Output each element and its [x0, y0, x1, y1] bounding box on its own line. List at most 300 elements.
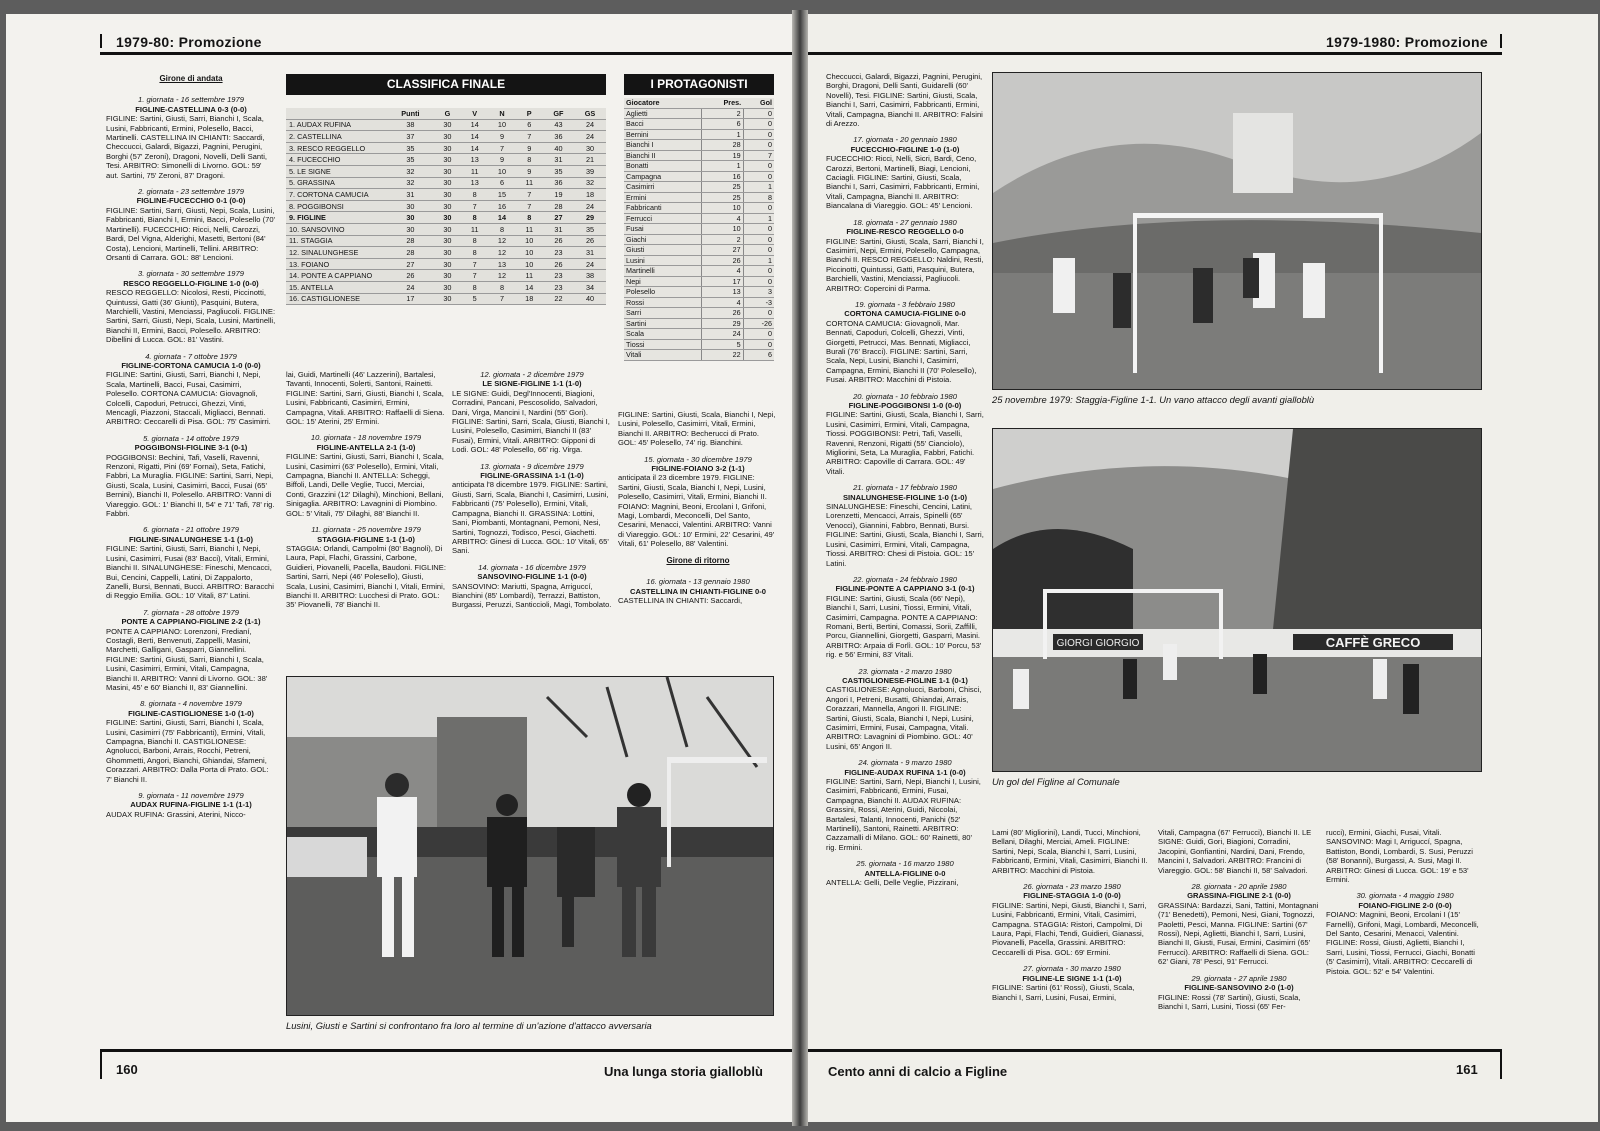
- left-header: 1979-80: Promozione: [116, 34, 262, 50]
- match-lineups: FIGLINE: Sartini, Giusti, Sarri, Bianchi I, Scala, Lusini, Casimirri (63' Polesello), Ermini, Vitali, Campagna, Bianchi II. ANTELLA: Scheggi, Biffoli, Landi, Delle Veglie, Tucci, Merciai, Conti, Grazzini (12' Dilaghi), Minchioni, Bellani, Sinigaglia. ARBITRO: Lavagnini di Piombino. GOL: 5' Vitali, 75' Dilaghi, 88' Bianchi II.: [286, 452, 444, 518]
- right-header: 1979-1980: Promozione: [1326, 34, 1488, 50]
- table-row: [624, 161, 774, 172]
- match-lineups: SANSOVINO: Mariutti, Spagna, Arriguccí, Bianchini (85' Lombardi), Terrazzi, Battiston, Burgassi, Peruzzi, Santiccioli, Magi, Tombolato.: [452, 581, 612, 610]
- table-cell: 31: [387, 189, 434, 201]
- table-row: [286, 177, 606, 189]
- match-lineups: LE SIGNE: Guidi, Degl'Innocenti, Biagioni, Corradini, Pancani, Pescosolido, Salvadori, Dani, Virga, Mancini I, Nardini (55' Gori). FIGLINE: Sartini, Sarri, Scala, Giusti, Bianchi I, Lusini, Polesello, Casimirri, Bianchi II (83' Fusai), Ermini, Vitali. ARBITRO: Gipponi di Lodi. GOL: 48' Polesello, 66' rig. Virga.: [452, 388, 610, 455]
- table-cell: 32: [387, 165, 434, 177]
- table-cell: 0: [743, 234, 774, 245]
- footer-rule-left: [100, 1049, 102, 1079]
- match-lineups: FUCECCHIO: Ricci, Nelli, Sicri, Bardi, Ceno, Carozzi, Bertoni, Martinelli, Biagi, Lencioni, Caciagli. FIGLINE: Sartini, Giusti, Scala, Bianchi I, Sarri, Casimirri, Fabbricanti, Ermini, Vitali, Campagna, Bianchi II. ARBITRO: Biancalana di Viareggio. GOL: 45' Lencioni.: [826, 154, 980, 211]
- header-line-right: [808, 52, 1502, 55]
- table-cell: 8: [461, 235, 488, 247]
- table-cell: 30: [434, 177, 461, 189]
- match-title: FIGLINE-FUCECCHIO 0-1 (0-0): [136, 196, 246, 206]
- table-cell: 28: [543, 200, 574, 212]
- table-cell: 8: [743, 192, 774, 203]
- match-report: [618, 577, 778, 605]
- table-cell: 8: [516, 212, 543, 224]
- table-cell: 30: [574, 142, 606, 154]
- table-cell: 7: [461, 258, 488, 270]
- table-cell: Bacci: [624, 119, 701, 130]
- table-cell: Campagna: [624, 171, 701, 182]
- match-title: FIGLINE-AUDAX RUFINA 1-1 (0-0): [844, 767, 966, 777]
- table-row: [286, 293, 606, 305]
- table-cell: 27: [701, 245, 743, 256]
- match-lineups: anticipata il 23 dicembre 1979. FIGLINE: Sartini, Giusti, Scala, Bianchi I, Nepi, Lusini, Polesello, Casimirri, Vitali, Ermini, Bianchi II. FOIANO: Magnini, Beoni, Ercolani I, Grifoni, Magi, Lombardi, Meconcelli, Del Santo, Cesarini, Menacci, Valentini. ARBITRO: Vanni di Viareggio. GOL: 10' Ermini, 22' Cesarini, 49' Vitali, 61' Polesello, 88' Valentini.: [618, 473, 775, 549]
- match-title: FIGLINE-GRASSINA 1-1 (1-0): [480, 471, 584, 481]
- table-cell: 29: [574, 212, 606, 224]
- table-cell: 1: [743, 255, 774, 266]
- column-2: [286, 370, 446, 670]
- table-cell: 27: [543, 212, 574, 224]
- match-lineups: CORTONA CAMUCIA: Giovagnoli, Mar. Bennati, Capoduri, Colcelli, Ghezzi, Vinti, Giorgetti, Petrucci, Mas. Bennati, Migliacci, Burali (76' Bracci). FIGLINE: Sartini, Sarri, Scala, Nepi, Lusini, Bianchi I, Casimirri, Campagna, Ermini, Bianchi II (70' Polesello), Fusai. ARBITRO: Macchini di Pistoia.: [826, 318, 977, 385]
- table-cell: 14. PONTE A CAPPIANO: [286, 270, 387, 282]
- match-report: [826, 300, 984, 385]
- match-lineups: FIGLINE: Sartini, Nepi, Giusti, Bianchi I, Sarri, Lusini, Fabbricanti, Ermini, Vitali, Casimirri, Campagna. STAGGIA: Ristori, Campolmi, Di Laura, Papi, Flachi, Tendi, Guidieri, Gianassi, Piovanelli, Pacella, Grassini. ARBITRO: Ceccarelli di Pisa. GOL: 69' Ermini.: [992, 900, 1147, 957]
- table-cell: 12: [488, 235, 515, 247]
- table-cell: 8: [488, 223, 515, 235]
- match-date: 19. giornata - 3 febbraio 1980: [855, 299, 955, 309]
- match-report: [106, 187, 276, 262]
- table-cell: 23: [543, 281, 574, 293]
- match-title: FIGLINE-CASTELLINA 0-3 (0-0): [135, 104, 247, 114]
- table-row: [286, 165, 606, 177]
- table-row: [624, 203, 774, 214]
- match-lineups: FIGLINE: Sartini, Sarri, Nepi, Bianchi I, Lusini, Casimirri, Fabbricanti, Ermini, Fusai, Campagna, Bianchi II. AUDAX RUFINA: Grassini, Rossi, Aterini, Guidi, Niccolai, Bartalesi, Talanti, Innocenti, Panichi (52' Martinelli), Santoni, Rainetti. ARBITRO: Cazzamalli di Milano. GOL: 60' Rainetti, 80' rig. Ermini.: [826, 777, 981, 852]
- table-cell: 8: [461, 189, 488, 201]
- table-cell: 15: [488, 189, 515, 201]
- match-report: [452, 462, 612, 556]
- table-cell: 31: [574, 247, 606, 259]
- match-lineups: GRASSINA: Bardazzi, Sani, Tattini, Montagnani (71' Benedetti), Pemoni, Nesi, Giani, Tognozzi, Paoletti, Pesci, Manna. FIGLINE: Sartini (67' Rossi), Nepi, Aglietti, Bianchi I, Sarri, Lusini, Bianchi II, Giusti, Fusai, Ermini, Casimirri (65' Ferrucci). ARBITRO: Raffaelli di Siena. GOL: 62' Giani, 78' Pesci, 91' Ferrucci.: [1158, 900, 1319, 967]
- match-title: RESCO REGGELLO-FIGLINE 1-0 (0-0): [123, 278, 259, 288]
- table-cell: 30: [434, 235, 461, 247]
- table-cell: Sarri: [624, 308, 701, 319]
- table-cell: 16. CASTIGLIONESE: [286, 293, 387, 305]
- table-row: [624, 224, 774, 235]
- match-report: [826, 218, 984, 293]
- match-title: STAGGIA-FIGLINE 1-1 (1-0): [317, 534, 415, 544]
- continued-text: Lami (80' Migliorini), Landi, Tucci, Minchioni, Bellani, Dilaghi, Merciai, Ameli. FIGLINE: Sartini, Nepi, Scala, Bianchi I, Sarri, Lusini, Fabbricanti, Ermini, Vitali, Casimirri, Bianchi II. ARBITRO: Macchini di Pistoia.: [992, 828, 1148, 875]
- section-andata: Girone di andata: [159, 74, 223, 83]
- table-cell: 26: [701, 308, 743, 319]
- table-cell: 32: [574, 177, 606, 189]
- match-title: POGGIBONSI-FIGLINE 3-1 (0-1): [134, 443, 248, 453]
- right-column-1: [826, 72, 984, 1040]
- matches-right-column-3: [1158, 882, 1320, 1011]
- match-lineups: FIGLINE: Rossi (78' Sartini), Giusti, Scala, Bianchi I, Sarri, Lusini, Tiossi (65' Fer-: [1158, 992, 1301, 1011]
- table-row: [286, 189, 606, 201]
- table-cell: 37: [387, 131, 434, 143]
- match-report: [106, 269, 276, 344]
- sign-giorgio: GIORGI GIORGIO: [1056, 638, 1140, 649]
- table-cell: 9: [488, 154, 515, 166]
- table-cell: 27: [387, 258, 434, 270]
- table-row: [624, 245, 774, 256]
- match-date: 23. giornata - 2 marzo 1980: [858, 666, 952, 676]
- match-report: [826, 859, 984, 887]
- table-cell: 9. FIGLINE: [286, 212, 387, 224]
- table-row: [624, 350, 774, 361]
- table-cell: 24: [574, 131, 606, 143]
- table-cell: 30: [434, 131, 461, 143]
- match-date: 16. giornata - 13 gennaio 1980: [646, 577, 750, 587]
- matches-right-column-2: [992, 882, 1152, 1002]
- table-cell: 30: [387, 212, 434, 224]
- table-cell: 0: [743, 129, 774, 140]
- match-lineups: FIGLINE: Sartini, Giusti, Scala, Sarri, Bianchi I, Casimirri, Nepi, Ermini, Polesello, Campagna, Bianchi II. RESCO REGGELLO: Naldini, Resti, Piccinotti, Quintussi, Gatti, Pasquini, Butera, Barchielli, Vastini, Menciassi, Pagliucoli. ARBITRO: Copercini di Parma.: [826, 236, 984, 293]
- table-cell: 36: [543, 177, 574, 189]
- match-report: [826, 575, 984, 660]
- table-cell: Polesello: [624, 287, 701, 298]
- footer-line-right: [808, 1049, 1502, 1052]
- table-cell: 15. ANTELLA: [286, 281, 387, 293]
- match-lineups: RESCO REGGELLO: Nicolosi, Resti, Piccinotti, Quintussi, Gatti (36' Giunti), Pasquini, Butera, Marchielli, Vastini, Menciassi, Pagliucoli. FIGLINE: Sartini, Sarri, Giusti, Nepi, Scala, Lusini, Martinelli, Bianchi II, Ermini, Bacci, Polesello. ARBITRO: Dibellini di Lucca. GOL: 81' Vastini.: [106, 288, 276, 345]
- table-cell: 35: [387, 142, 434, 154]
- table-cell: 7: [461, 270, 488, 282]
- table-cell: 16: [701, 171, 743, 182]
- table-row: [624, 287, 774, 298]
- table-cell: 30: [434, 119, 461, 131]
- table-cell: 5: [701, 339, 743, 350]
- match-report: [826, 667, 984, 752]
- table-cell: 0: [743, 203, 774, 214]
- table-cell: Giusti: [624, 245, 701, 256]
- classifica-table: [286, 108, 606, 305]
- match-lineups: FOIANO: Magnini, Beoni, Ercolani I (15' Farnelli), Grifoni, Magi, Lombardi, Meconcelli, Del Santo, Cesarini, Menacci, Valentini. FIGLINE: Rossi, Giusti, Aglietti, Bianchi I, Sarri, Lusini, Tiossi, Ferrucci, Giachi, Bonatti (5' Casimirri), Vitali. ARBITRO: Ceccarelli di Pistoia. GOL: 52' e 54' Valentini.: [1326, 910, 1479, 976]
- match-title: AUDAX RUFINA-FIGLINE 1-1 (1-1): [130, 800, 252, 810]
- table-cell: 30: [434, 154, 461, 166]
- match-title: LE SIGNE-FIGLINE 1-1 (1-0): [482, 379, 582, 389]
- match-title: CASTIGLIONESE-FIGLINE 1-1 (0-1): [842, 675, 968, 685]
- match-date: 10. giornata - 18 novembre 1979: [310, 433, 422, 443]
- table-cell: 4. FUCECCHIO: [286, 154, 387, 166]
- table-row: [624, 140, 774, 151]
- match-title: CORTONA CAMUCIA-FIGLINE 0-0: [844, 309, 966, 319]
- table-cell: 2: [701, 234, 743, 245]
- match-date: 4. giornata - 7 ottobre 1979: [145, 351, 237, 361]
- table-row: [286, 247, 606, 259]
- match-title: SANSOVINO-FIGLINE 1-1 (0-0): [477, 572, 587, 582]
- table-cell: 10: [488, 165, 515, 177]
- table-cell: Nepi: [624, 276, 701, 287]
- match-report: [992, 964, 1152, 1002]
- match-date: 15. giornata - 30 dicembre 1979: [644, 454, 752, 464]
- table-cell: 28: [387, 235, 434, 247]
- table-cell: 8: [461, 247, 488, 259]
- classifica-header-cell: V: [461, 108, 488, 119]
- match-date: 27. giornata - 30 marzo 1980: [1023, 964, 1121, 974]
- table-cell: 1: [701, 161, 743, 172]
- table-cell: 10: [701, 203, 743, 214]
- table-cell: 22: [701, 350, 743, 361]
- right-page: [808, 14, 1598, 1122]
- continued-text: lai, Guidi, Martinelli (46' Lazzerini), Bartalesi, Tavanti, Innocenti, Solerti, Santoni, Rainetti. FIGLINE: Sartini, Sarri, Giusti, Bianchi I, Scala, Lusini, Fabbricanti, Casimirri, Ermini, Campagna, Vitali. ARBITRO: Raffaelli di Siena. GOL: 15' Aterini, 25' Ermini.: [286, 370, 445, 427]
- table-cell: 8. POGGIBONSI: [286, 200, 387, 212]
- table-cell: 0: [743, 245, 774, 256]
- table-cell: 35: [543, 165, 574, 177]
- table-cell: 7: [516, 200, 543, 212]
- column-1: [106, 72, 276, 1042]
- match-report: [452, 370, 612, 455]
- table-cell: -26: [743, 318, 774, 329]
- table-cell: Martinelli: [624, 266, 701, 277]
- table-cell: 26: [574, 235, 606, 247]
- classifica-header-cell: Punti: [387, 108, 434, 119]
- table-cell: 13: [461, 154, 488, 166]
- match-date: 11. giornata - 25 novembre 1979: [311, 525, 421, 535]
- match-lineups: FIGLINE: Sartini (61' Rossi), Giusti, Scala, Bianchi I, Sarri, Lusini, Fusai, Ermini,: [992, 983, 1135, 1002]
- table-cell: 31: [543, 223, 574, 235]
- table-cell: 40: [543, 142, 574, 154]
- classifica-header-cell: GS: [574, 108, 606, 119]
- match-date: 6. giornata - 21 ottobre 1979: [143, 525, 239, 535]
- table-row: [286, 212, 606, 224]
- match-report: [106, 352, 276, 427]
- match-date: 20. giornata - 10 febbraio 1980: [853, 391, 957, 401]
- table-cell: 7: [743, 150, 774, 161]
- match-date: 28. giornata - 20 aprile 1980: [1191, 882, 1287, 892]
- table-cell: 0: [743, 308, 774, 319]
- table-cell: 26: [543, 235, 574, 247]
- table-cell: 8: [488, 281, 515, 293]
- table-cell: 12: [488, 270, 515, 282]
- table-cell: 10. SANSOVINO: [286, 223, 387, 235]
- match-title: FIGLINE-SANSOVINO 2-0 (1-0): [1184, 983, 1294, 993]
- section-ritorno: Girone di ritorno: [666, 555, 730, 565]
- match-title: FIGLINE-CORTONA CAMUCIA 1-0 (0-0): [121, 360, 261, 370]
- table-cell: 30: [387, 200, 434, 212]
- match-report: [826, 758, 984, 852]
- table-cell: 12: [488, 247, 515, 259]
- match-title: GRASSINA-FIGLINE 2-1 (0-0): [1187, 891, 1291, 901]
- match-lineups: FIGLINE: Sartini, Sarri, Giusti, Nepi, Scala, Lusini, Fabbricanti, Bianchi I, Ermini, Bacci, Polesello (70' Martinelli). FUCECCHIO: Ricci, Nelli, Carozzi, Bardi, Del Vigna, Alderighi, Masetti, Bertoni (84' Costa), Lencioni, Martinelli, Tellini. ARBITRO: Orsanti di Carrara. GOL: 88' Lencioni.: [106, 205, 276, 262]
- table-cell: 3. RESCO REGGELLO: [286, 142, 387, 154]
- table-row: [286, 258, 606, 270]
- table-cell: 1: [743, 213, 774, 224]
- match-lineups: FIGLINE: Sartini, Giusti, Scala (66' Nepi), Bianchi I, Sarri, Lusini, Tiossi, Ermini, Vitali, Casimirri, Campagna. PONTE A CAPPIANO: Romani, Berti, Bertini, Comassi, Sorii, Zaffilli, Porcu, Giannellini, Giorgetti, Gasparri, Masini. ARBITRO: Arpaia di Forlì. GOL: 10' Porcu, 53' rig. e 56' Ermini, 83' Vitali.: [826, 593, 982, 660]
- table-cell: 11: [461, 165, 488, 177]
- match-lineups: FIGLINE: Sartini, Giusti, Sarri, Bianchi I, Scala, Lusini, Casimirri (75' Fabbricanti), Ermini, Vitali, Campagna, Bianchi II. CASTIGLIONESE: Agnolucci, Barboni, Arrais, Rocchi, Petreni, Ghommetti, Angori, Bianchi, Ghiandai, Sfameni, Corazzari. ARBITRO: Dalla Porta di Prato. GOL: 7' Bianchi II.: [106, 718, 269, 784]
- matches-column-1: [106, 95, 276, 819]
- table-cell: 16: [488, 200, 515, 212]
- table-cell: 30: [434, 223, 461, 235]
- table-cell: 30: [434, 165, 461, 177]
- table-cell: 0: [743, 329, 774, 340]
- table-cell: Tiossi: [624, 339, 701, 350]
- matches-column-4: [618, 455, 778, 549]
- table-cell: 30: [434, 142, 461, 154]
- table-row: [624, 192, 774, 203]
- table-cell: Scala: [624, 329, 701, 340]
- table-row: [624, 297, 774, 308]
- match-title: FIGLINE-FOIANO 3-2 (1-1): [651, 464, 745, 474]
- table-cell: 17: [701, 276, 743, 287]
- classifica-title: CLASSIFICA FINALE: [286, 74, 606, 95]
- match-date: 18. giornata - 27 gennaio 1980: [853, 217, 957, 227]
- table-cell: 13: [701, 287, 743, 298]
- table-cell: Bianchi II: [624, 150, 701, 161]
- protagonisti-table: [624, 98, 774, 361]
- match-date: 24. giornata - 9 marzo 1980: [858, 758, 952, 768]
- table-cell: -3: [743, 297, 774, 308]
- caption-left-photo: Lusini, Giusti e Sartini si confrontano fra loro al termine di un'azione d'attacco avversaria: [286, 1020, 652, 1031]
- continued-text: Vitali, Campagna (67' Ferrucci), Bianchi II. LE SIGNE: Guidi, Gori, Biagioni, Corradini, Jacopini, Gonfiantini, Nardini, Dani, Frendo, Mancini I, Salvadori. ARBITRO: Francini di Viareggio. GOL: 58' Bianchi II, 58' Salvadori.: [1158, 828, 1312, 875]
- table-cell: 35: [387, 154, 434, 166]
- match-date: 7. giornata - 28 ottobre 1979: [143, 607, 239, 617]
- table-cell: 19: [543, 189, 574, 201]
- table-cell: 28: [387, 247, 434, 259]
- table-cell: 10: [701, 224, 743, 235]
- table-cell: 28: [701, 140, 743, 151]
- match-date: 1. giornata - 16 settembre 1979: [138, 95, 244, 105]
- match-report: [1158, 882, 1320, 967]
- match-report: [1158, 974, 1320, 1012]
- match-date: 26. giornata - 23 marzo 1980: [1023, 882, 1121, 892]
- match-title: CASTELLINA IN CHIANTI-FIGLINE 0-0: [630, 586, 766, 596]
- table-cell: 0: [743, 276, 774, 287]
- match-lineups: FIGLINE: Sartini, Giusti, Scala, Bianchi I, Sarri, Lusini, Casimirri, Ermini, Vitali, Campagna, Tiossi. POGGIBONSI: Petri, Tafi, Vaselli, Ravenni, Renzoni, Rigatti (55' Cianciolo), Migliorini, Seta, La Muraglia, Fabbri, Fatichi. ARBITRO: Capoville di Carrara. GOL: 49' Vitali.: [826, 410, 984, 476]
- table-cell: 30: [434, 189, 461, 201]
- match-title: FIGLINE-RESCO REGGELLO 0-0: [846, 227, 964, 237]
- table-cell: 7. CORTONA CAMUCIA: [286, 189, 387, 201]
- table-cell: 13: [488, 258, 515, 270]
- table-cell: 11: [461, 223, 488, 235]
- match-report: [286, 433, 446, 518]
- table-cell: 0: [743, 140, 774, 151]
- table-cell: Casimirri: [624, 182, 701, 193]
- table-row: [624, 339, 774, 350]
- table-cell: 30: [434, 212, 461, 224]
- table-cell: 30: [434, 270, 461, 282]
- right-column-2: [992, 828, 1152, 1040]
- classifica-header-cell: GF: [543, 108, 574, 119]
- table-cell: 7: [516, 189, 543, 201]
- table-cell: 39: [574, 165, 606, 177]
- table-cell: Bernini: [624, 129, 701, 140]
- match-date: 12. giornata - 2 dicembre 1979: [480, 370, 584, 379]
- match-report: [826, 392, 984, 477]
- header-line-left: [100, 52, 792, 55]
- table-cell: 1. AUDAX RUFINA: [286, 119, 387, 131]
- table-row: [624, 129, 774, 140]
- match-lineups: AUDAX RUFINA: Grassini, Aterini, Nicco-: [106, 809, 246, 819]
- table-cell: 18: [574, 189, 606, 201]
- match-date: 9. giornata - 11 novembre 1979: [138, 791, 244, 801]
- match-report: [106, 791, 276, 819]
- table-cell: 4: [701, 213, 743, 224]
- match-title: ANTELLA-FIGLINE 0-0: [864, 868, 946, 878]
- table-cell: 11: [516, 223, 543, 235]
- match-report: [992, 882, 1152, 957]
- match-lineups: anticipata l'8 dicembre 1979. FIGLINE: Sartini, Giusti, Sarri, Scala, Bianchi I, Casimirri, Lusini, Fabbricanti (75' Polesello), Ermini, Vitali, Campagna, Bianchi II. GRASSINA: Lottini, Sani, Piombanti, Montagnani, Pemoni, Nesi, Sartini, Tognozzi, Todisco, Pesci, Giachetti. ARBITRO: Ginesi di Lucca. GOL: 10' Vitali, 65' Sani.: [452, 480, 609, 556]
- table-row: [624, 234, 774, 245]
- table-cell: 0: [743, 224, 774, 235]
- table-cell: 0: [743, 171, 774, 182]
- table-cell: 11: [516, 177, 543, 189]
- table-cell: 31: [543, 154, 574, 166]
- header-rule-right: [1500, 34, 1502, 48]
- classifica-header-cell: [286, 108, 387, 119]
- table-cell: 22: [543, 293, 574, 305]
- match-report: [106, 434, 276, 519]
- match-lineups: FIGLINE: Sartini, Giusti, Sarri, Bianchi I, Nepi, Lusini, Casimirri, Fusai (83' Bacci), Vitali, Ermini, Bianchi II. SINALUNGHESE: Fineschi, Mencacci, Bui, Cencini, Cappelli, Latini, Di Zappalorto, Zanelli, Bursi, Bennati, Bucci. ARBITRO: Baracchi di Reggio Emilia. GOL: 10' Vitali, 87' Latini.: [106, 544, 274, 601]
- sign-caffe-greco: CAFFÈ GRECO: [1325, 635, 1421, 650]
- left-footer-title: Una lunga storia gialloblù: [604, 1064, 763, 1079]
- table-cell: 21: [574, 154, 606, 166]
- table-cell: Lusini: [624, 255, 701, 266]
- match-title: FOIANO-FIGLINE 2-0 (0-0): [1358, 900, 1452, 910]
- table-cell: 5. GRASSINA: [286, 177, 387, 189]
- table-row: [624, 308, 774, 319]
- protagonisti-title: I PROTAGONISTI: [624, 74, 774, 95]
- book-gutter: [792, 10, 808, 1126]
- table-cell: 10: [516, 258, 543, 270]
- table-cell: 25: [701, 192, 743, 203]
- table-cell: 2. CASTELLINA: [286, 131, 387, 143]
- matches-right-column-1: [826, 135, 984, 887]
- table-cell: 4: [701, 297, 743, 308]
- table-cell: 0: [743, 339, 774, 350]
- column-3: [452, 370, 612, 670]
- match-report: [1326, 891, 1484, 976]
- matches-right-column-4: [1326, 891, 1484, 976]
- match-title: FIGLINE-PONTE A CAPPIANO 3-1 (0-1): [835, 584, 975, 594]
- table-cell: 26: [543, 258, 574, 270]
- table-row: [624, 108, 774, 119]
- table-cell: 24: [574, 258, 606, 270]
- table-cell: 5: [461, 293, 488, 305]
- table-cell: 9: [516, 165, 543, 177]
- continued-text: FIGLINE: Sartini, Giusti, Scala, Bianchi I, Nepi, Lusini, Polesello, Casimirri, Vitali, Ermini, Bianchi II. ARBITRO: Becherucci di Prato. GOL: 45' Polesello, 74' rig. Bianchini.: [618, 410, 776, 448]
- protagonisti-header-cell: Pres.: [701, 98, 743, 108]
- match-date: 13. giornata - 9 dicembre 1979: [480, 461, 584, 471]
- table-cell: 8: [516, 154, 543, 166]
- table-cell: 12. SINALUNGHESE: [286, 247, 387, 259]
- table-cell: 0: [743, 108, 774, 119]
- table-cell: 4: [701, 266, 743, 277]
- table-row: [624, 171, 774, 182]
- match-date: 14. giornata - 16 dicembre 1979: [478, 562, 586, 572]
- table-cell: 17: [387, 293, 434, 305]
- table-cell: Rossi: [624, 297, 701, 308]
- table-cell: 24: [387, 281, 434, 293]
- table-cell: 43: [543, 119, 574, 131]
- table-cell: 40: [574, 293, 606, 305]
- table-cell: 13. FOIANO: [286, 258, 387, 270]
- caption-right-photo-2: Un gol del Figline al Comunale: [992, 776, 1120, 787]
- table-cell: 30: [434, 200, 461, 212]
- table-cell: 8: [461, 212, 488, 224]
- match-title: PONTE A CAPPIANO-FIGLINE 2-2 (1-1): [121, 617, 261, 627]
- table-cell: 32: [387, 177, 434, 189]
- match-lineups: PONTE A CAPPIANO: Lorenzoni, Fredianí, Costagli, Berti, Benvenuti, Zappelli, Masini, Marchetti, Galligani, Gasparri, Giannellini. FIGLINE: Sartini, Giusti, Sarri, Bianchi I, Scala, Lusini, Casimirri, Ermini, Vitali, Campagna, Bianchi II. ARBITRO: Vanni di Livorno. GOL: 38' Masini, 45' e 60' Bianchi II, 83' Giannellini.: [106, 626, 268, 692]
- table-cell: 9: [516, 142, 543, 154]
- table-cell: Aglietti: [624, 108, 701, 119]
- table-cell: 10: [516, 247, 543, 259]
- table-cell: Giachi: [624, 234, 701, 245]
- table-cell: 1: [743, 182, 774, 193]
- table-cell: Ermini: [624, 192, 701, 203]
- caption-right-photo-1: 25 novembre 1979: Staggia-Figline 1-1. Un vano attacco degli avanti gialloblù: [992, 394, 1315, 405]
- match-report: [106, 608, 276, 693]
- table-cell: 30: [434, 281, 461, 293]
- match-date: 5. giornata - 14 ottobre 1979: [143, 433, 239, 443]
- match-title: FUCECCHIO-FIGLINE 1-0 (1-0): [850, 144, 960, 154]
- table-cell: 2: [701, 108, 743, 119]
- match-title: FIGLINE-CASTIGLIONESE 1-0 (1-0): [128, 708, 254, 718]
